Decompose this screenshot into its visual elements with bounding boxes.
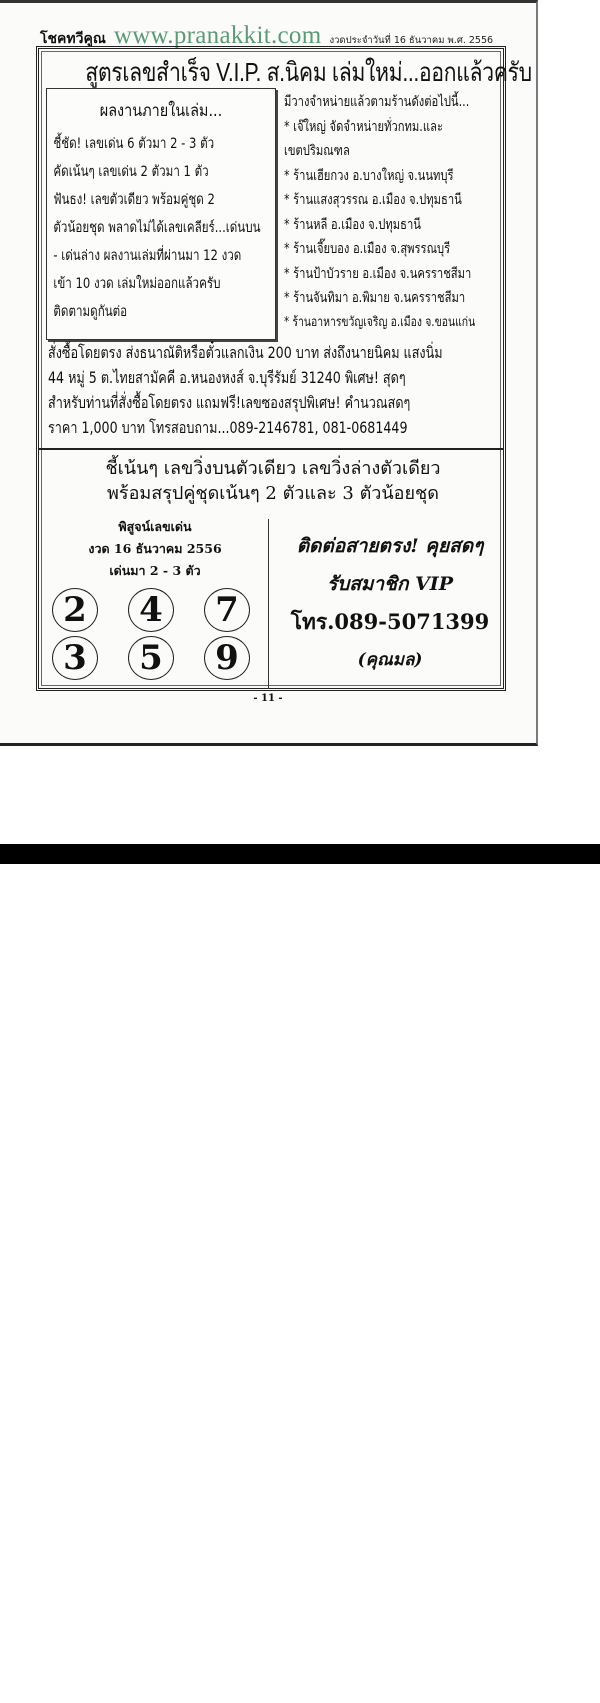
order-line: ราคา 1,000 บาท โทรสอบถาม...089-2146781, 081-0681449: [48, 418, 408, 437]
promo-text: [40, 456, 506, 506]
store-item: * ร้านป้าบัวราย อ.เมือง จ.นครราชสีมา: [284, 265, 472, 282]
order-info: [48, 340, 506, 440]
proof-result: เด่นมา 2 - 3 ตัว: [109, 563, 201, 578]
store-item: * ร้านจันทิมา อ.พิมาย จ.นครราชสีมา: [284, 290, 466, 306]
results-line: ติดตามดูกันต่อ: [53, 304, 128, 320]
promo-line: พร้อมสรุปคู่ชุดเน้นๆ 2 ตัวและ 3 ตัวน้อยชุด: [107, 483, 439, 504]
order-line: สั่งซื้อโดยตรง ส่งธนาณัติหรือตั๋วแลกเงิน 200 บาท ส่งถึงนายนิคม แสงนิ่ม: [48, 343, 443, 362]
issue-date: งวดประจำวันที่ 16 ธันวาคม พ.ศ. 2556: [329, 35, 494, 46]
order-line: สำหรับท่านที่สั่งซื้อโดยตรง แถมฟรี!เลขซองสรุปพิเศษ! คำนวณสดๆ: [48, 393, 411, 412]
number-ball: 3: [52, 636, 98, 680]
results-line: - เด่นล่าง ผลงานเล่มที่ผ่านมา 12 งวด: [53, 248, 242, 264]
promo-line: ชี้เน้นๆ เลขวิ่งบนตัวเดียว เลขวิ่งล่างตัวเดียว: [105, 458, 441, 479]
store-list: [284, 90, 506, 335]
store-intro: มีวางจำหน่ายแล้วตามร้านดังต่อไปนี้...: [284, 94, 470, 110]
store-item: เขตปริมณฑล: [284, 143, 350, 159]
results-box: [46, 88, 276, 340]
number-ball: 2: [52, 588, 98, 632]
results-heading: ผลงานภายในเล่ม...: [99, 101, 223, 121]
ad-title: สูตรเลขสำเร็จ V.I.P. ส.นิคม เล่มใหม่...ออกแล้วครับ: [85, 57, 532, 87]
contact-phone: โทร.089-5071399: [290, 609, 490, 634]
contact-headline: ติดต่อสายตรง! คุยสดๆ: [296, 535, 484, 557]
results-line: ฟันธง! เลขตัวเดียว พร้อมคู่ชุด 2: [53, 192, 215, 208]
proof-section: [40, 516, 270, 582]
page-header: [40, 22, 510, 49]
image-host-watermark: [724x1024] http://upic.me/: [400, 1689, 594, 1703]
results-line: ชี้ชัด! เลขเด่น 6 ตัวมา 2 - 3 ตัว: [53, 136, 215, 152]
membership-text: รับสมาชิก VIP: [327, 573, 453, 595]
lucky-numbers: [52, 588, 262, 680]
contact-name: (คุณมล): [357, 650, 423, 670]
page-number: - 11 -: [253, 693, 283, 704]
store-item: * ร้านแสงสุวรรณ อ.เมือง จ.ปทุมธานี: [284, 192, 462, 208]
proof-date: งวด 16 ธันวาคม 2556: [88, 541, 222, 556]
website-url: www.pranakkit.com: [113, 22, 322, 49]
store-item: * ร้านเฮียกวง อ.บางใหญ่ จ.นนทบุรี: [284, 167, 454, 184]
magazine-name: โชคทวีคูณ: [40, 31, 106, 47]
results-line: เข้า 10 งวด เล่มใหม่ออกแล้วครับ: [53, 276, 221, 292]
results-line: ตัวน้อยชุด พลาดไม่ได้เลขเคลียร์...เด่นบน: [53, 220, 261, 236]
store-item: * ร้านหลี อ.เมือง จ.ปทุมธานี: [284, 216, 421, 233]
number-ball: 4: [128, 588, 174, 632]
contact-section: [272, 527, 508, 679]
results-line: คัดเน้นๆ เลขเด่น 2 ตัวมา 1 ตัว: [53, 164, 209, 180]
column-divider: [268, 519, 269, 689]
number-ball: 5: [128, 636, 174, 680]
number-ball: 7: [204, 588, 250, 632]
footer-bar: [0, 844, 600, 1703]
order-line: 44 หมู่ 5 ต.ไทยสามัคคี อ.หนองหงส์ จ.บุรีรัมย์ 31240 พิเศษ! สุดๆ: [48, 368, 406, 387]
number-ball: 9: [204, 636, 250, 680]
store-item: * ร้านอาหารขวัญเจริญ อ.เมือง จ.ขอนแก่น: [284, 314, 476, 330]
section-divider: [38, 448, 504, 450]
store-item: * เจ๊ใหญ่ จัดจำหน่ายทั่วกทม.และ: [284, 118, 443, 135]
store-item: * ร้านเจี๊ยบอง อ.เมือง จ.สุพรรณบุรี: [284, 241, 451, 257]
proof-heading: พิสูจน์เลขเด่น: [118, 519, 192, 534]
